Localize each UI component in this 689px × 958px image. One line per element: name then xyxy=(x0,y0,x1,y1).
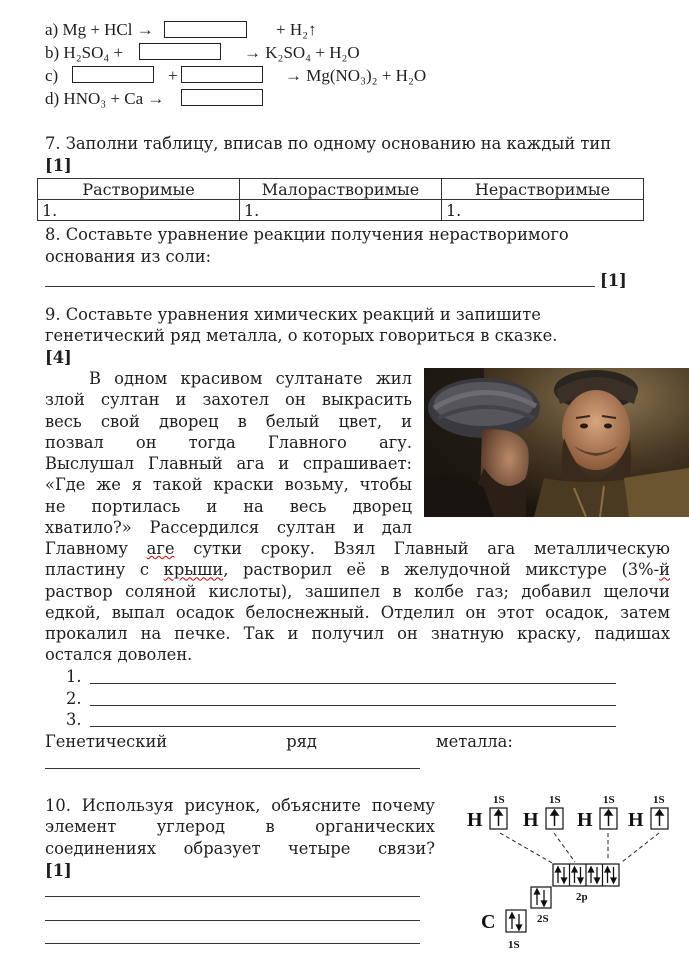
story-word: сутки сроку. Взял Главный ага металлическую xyxy=(193,539,670,558)
q9-answer-number: 2. xyxy=(66,689,82,708)
carbon-1s-orbital-box xyxy=(506,910,526,932)
two-men-illustration xyxy=(424,368,689,517)
carbon-orbital-diagram xyxy=(460,788,689,958)
q8-answer-line[interactable] xyxy=(45,286,595,287)
story-full-text xyxy=(45,538,670,666)
q8-line-1: 8. Составьте уравнение реакции получения нерастворимого xyxy=(45,225,569,244)
story-line: В одном красивом султанате жил xyxy=(89,369,412,388)
q9-mark: [4] xyxy=(45,348,72,367)
table-header-slightly-soluble: Малорастворимые xyxy=(240,179,442,200)
story-line: Выслушал Главный ага и спрашивает: xyxy=(45,454,412,474)
q9-answer-number: 1. xyxy=(66,667,82,686)
q10-line: соединениях образует четыре связи? xyxy=(45,838,435,858)
equation-b-left: b) H₂SO₄ + xyxy=(45,43,124,62)
h4-orbital-label: 1S xyxy=(653,794,665,806)
equation-b-right: → K₂SO₄ + H₂O xyxy=(244,43,360,62)
story-line: злой султан и захотел он выкрасить xyxy=(45,390,412,410)
q7-title: 7. Заполни таблицу, вписав по одному основанию на каждый тип xyxy=(45,134,612,153)
1s-label: 1S xyxy=(508,939,520,951)
q10-answer-line-3[interactable] xyxy=(45,943,420,944)
q9-answer-line-2[interactable] xyxy=(90,705,616,706)
equation-a-blank[interactable] xyxy=(164,21,247,38)
table-header-soluble: Растворимые xyxy=(38,179,240,200)
story-word-spellcheck: й xyxy=(659,560,670,580)
story-line: остался доволен. xyxy=(45,645,193,665)
equation-c-plus: + xyxy=(168,66,178,85)
story-line xyxy=(45,559,670,580)
story-word: Главному xyxy=(45,539,128,558)
equation-a-right: + H₂↑ xyxy=(276,20,317,39)
equation-c-blank-1[interactable] xyxy=(72,66,154,83)
story-line: едкой, выпал осадок белоснежный. Отделил он этот осадок, затем xyxy=(45,602,670,622)
story-line: «Где же я такой краски возьму, чтобы xyxy=(45,475,412,495)
table-cell-insoluble[interactable]: 1. xyxy=(442,200,644,221)
equation-d-left: d) HNO₃ + Ca → xyxy=(45,89,165,108)
equation-c-left: c) xyxy=(45,66,59,85)
solubility-table xyxy=(37,178,644,221)
story-word-spellcheck: крыши xyxy=(163,560,224,580)
hydrogen-4-symbol: H xyxy=(628,809,644,831)
hydrogen-3-symbol: H xyxy=(577,809,593,831)
q10-line: элемент углерод в органических xyxy=(45,817,435,837)
story-line: хватило?» Рассердился султан и дал xyxy=(45,518,412,538)
table-header-row xyxy=(38,179,644,200)
table-cell-soluble[interactable]: 1. xyxy=(38,200,240,221)
q10-answer-line-2[interactable] xyxy=(45,920,420,921)
story-line: позвал он тогда Главного агу. xyxy=(45,432,412,452)
story-line xyxy=(45,538,670,559)
q10-mark: [1] xyxy=(45,861,72,880)
carbon-symbol: C xyxy=(481,911,496,933)
story-photo xyxy=(424,368,689,517)
table-header-insoluble: Нерастворимые xyxy=(442,179,644,200)
q10-answer-line-1[interactable] xyxy=(45,896,420,897)
equation-c-right: → Mg(NO₃)₂ + H₂O xyxy=(285,66,427,85)
table-cell-slightly-soluble[interactable]: 1. xyxy=(240,200,442,221)
equation-b-blank[interactable] xyxy=(139,43,221,60)
genetic-series-answer-line[interactable] xyxy=(45,768,420,769)
2p-label: 2p xyxy=(576,891,588,903)
carbon-2s-orbital-box xyxy=(531,887,551,908)
q9-line-2: генетический ряд металла, о которых говориться в сказке. xyxy=(45,326,558,345)
q10-text xyxy=(45,795,435,859)
story-word-spellcheck: аге xyxy=(146,539,175,558)
q9-answer-line-3[interactable] xyxy=(90,726,616,727)
equation-d-blank[interactable] xyxy=(181,89,263,106)
story-word: пластину с xyxy=(45,560,150,580)
q10-line: 10. Используя рисунок, объясните почему xyxy=(45,796,435,815)
q8-line-2: основания из соли: xyxy=(45,247,212,266)
q9-line-1: 9. Составьте уравнения химических реакций и запишите xyxy=(45,305,541,324)
story-word: , растворил её в желудочной микстуре (3%- xyxy=(223,560,660,580)
table-row xyxy=(38,200,644,221)
story-line: весь свой дворец в белый цвет, и xyxy=(45,411,412,431)
h3-orbital-label: 1S xyxy=(603,794,615,806)
equation-a-left: a) Mg + HCl → xyxy=(45,20,154,39)
h1-orbital-label: 1S xyxy=(493,794,505,806)
story-line: прокалил на печке. Так и получил он знатную краску, падишах xyxy=(45,624,670,644)
hydrogen-2-symbol: H xyxy=(523,809,539,831)
genetic-series-label: Генетический ряд металла: xyxy=(45,732,513,751)
equation-c-blank-2[interactable] xyxy=(181,66,263,83)
story-line: не портилась и на весь дворец xyxy=(45,496,412,516)
q9-answer-line-1[interactable] xyxy=(90,683,616,684)
story-wrapped-text xyxy=(45,368,412,538)
h2-orbital-label: 1S xyxy=(549,794,561,806)
q7-mark: [1] xyxy=(45,156,72,175)
story-line: раствор соляной кислоты), зашипел в колбе газ; добавил щелочи xyxy=(45,581,670,601)
2s-label: 2S xyxy=(537,913,549,925)
q9-answer-number: 3. xyxy=(66,710,82,729)
hydrogen-1-symbol: H xyxy=(467,809,483,831)
q8-mark: [1] xyxy=(600,271,627,290)
